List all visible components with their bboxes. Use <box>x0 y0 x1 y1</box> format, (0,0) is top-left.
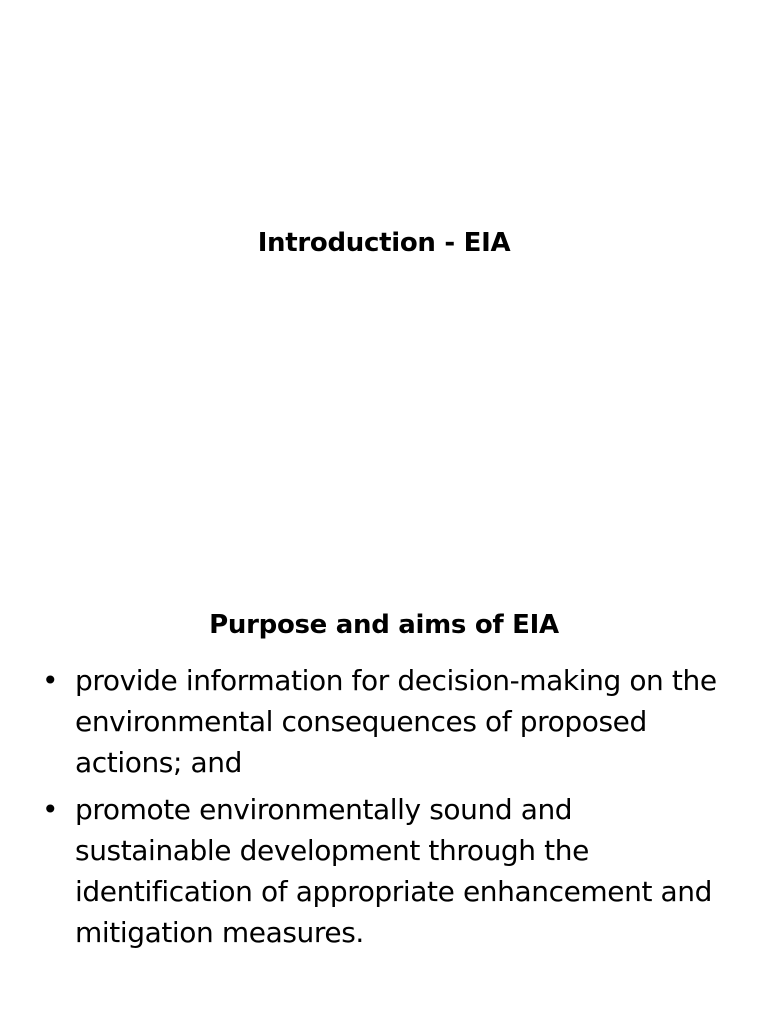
bullet-item <box>42 789 732 953</box>
bullet-list <box>42 660 732 959</box>
bullet-text: promote environmentally sound and sustainable development through the identification of appropriate enhancement and mitigation measures. <box>75 793 713 949</box>
section-heading: Purpose and aims of EIA <box>209 610 559 640</box>
slide-title: Introduction - EIA <box>257 228 511 258</box>
bullet-item <box>42 660 732 783</box>
bullet-text: provide information for decision-making on the environmental consequences of proposed actions; and <box>75 664 717 779</box>
bullet-icon: • <box>42 664 59 697</box>
bullet-icon: • <box>42 793 59 826</box>
